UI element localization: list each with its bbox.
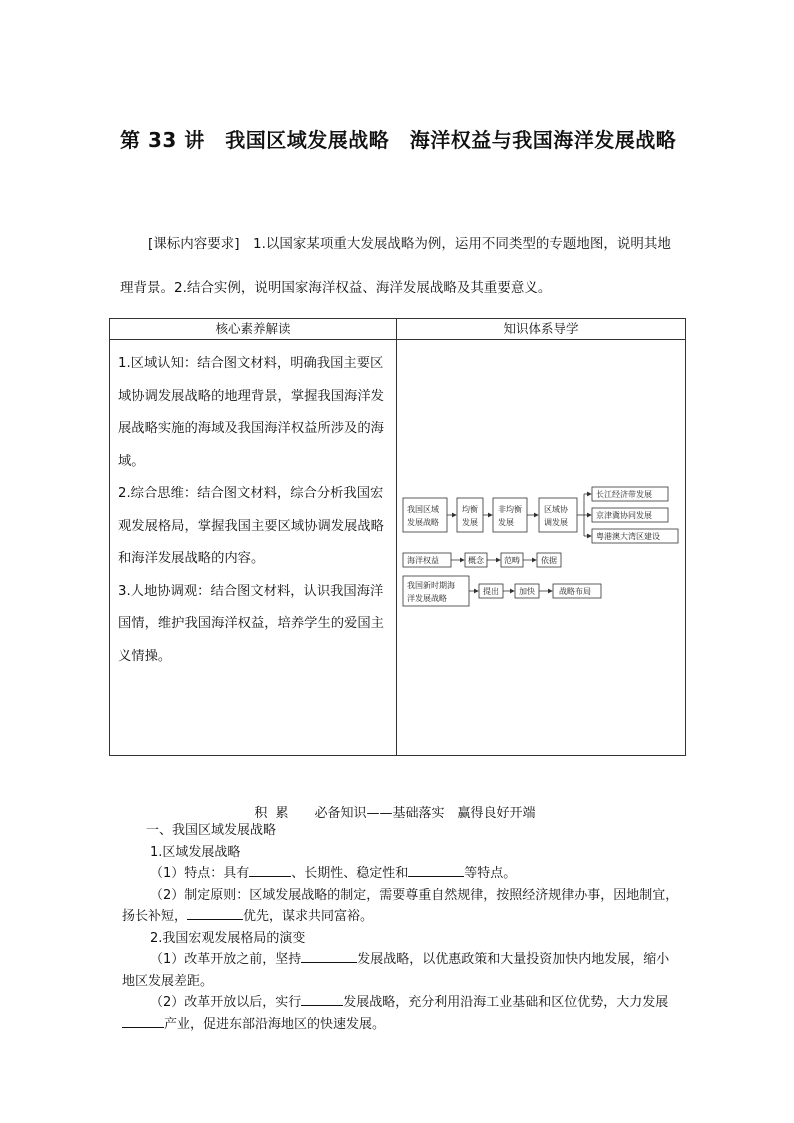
fill-blank[interactable] [301, 992, 343, 1006]
mm-text: 京津冀协同发展 [596, 511, 652, 520]
mm-text: 发展战略 [407, 518, 439, 527]
knowledge-mindmap [397, 340, 686, 756]
fill-blank[interactable] [187, 906, 243, 920]
mm-text: 发展 [498, 518, 514, 527]
mm-text: 我国新时期海 [407, 581, 455, 590]
mm-text: 均衡 [462, 505, 478, 514]
core-literacy-table [109, 318, 686, 756]
paragraph: （1）改革开放之前，坚持 发展战略，以优惠政策和大量投资加快内地发展，缩小地区发展差距。 [122, 949, 682, 992]
mm-text: 我国区域 [407, 505, 439, 514]
mm-text: 非均衡 [498, 505, 522, 514]
mm-text: 海洋权益 [407, 556, 439, 565]
fill-blank[interactable] [408, 863, 464, 877]
mm-text: 发展 [462, 518, 478, 527]
literacy-item: 3.人地协调观：结合图文材料，认识我国海洋国情，维护我国海洋权益，培养学生的爱国主义情操。 [118, 583, 384, 664]
fill-blank[interactable] [249, 863, 291, 877]
page-title: 第 33 讲 我国区域发展战略 海洋权益与我国海洋发展战略 [120, 128, 677, 152]
mm-text: 概念 [468, 556, 484, 565]
mm-text: 洋发展战略 [407, 594, 447, 603]
heading-1: 一、我国区域发展战略 [146, 823, 277, 838]
fill-blank[interactable] [301, 949, 357, 963]
paragraph: （2）制定原则：区域发展战略的制定，需要尊重自然规律，按照经济规律办事，因地制宜，扬长补短， 优先，谋求共同富裕。 [122, 887, 679, 924]
mm-text: 加快 [519, 587, 535, 596]
mm-text: 区域协 [544, 505, 568, 514]
mm-text: 提出 [483, 587, 499, 596]
mm-text: 依据 [541, 556, 557, 565]
curriculum-standards: [课标内容要求] 1.以国家某项重大发展战略为例，运用不同类型的专题地图，说明其地理背景。2.结合实例，说明国家海洋权益、海洋发展战略及其重要意义。 [120, 236, 671, 296]
mm-text: 范畴 [504, 556, 520, 565]
mm-text: 调发展 [544, 518, 568, 527]
table-header-knowledge: 知识体系导学 [397, 319, 686, 340]
paragraph: （1）特点：具有 、长期性、稳定性和 等特点。 [122, 863, 682, 885]
heading-2: 2.我国宏观发展格局的演变 [150, 930, 306, 946]
mm-text: 战略布局 [559, 587, 591, 596]
literacy-item: 2.综合思维：结合图文材料，综合分析我国宏观发展格局，掌握我国主要区域协调发展战略和海洋发展战略的内容。 [118, 486, 384, 566]
paragraph: （2）改革开放以后，实行 发展战略，充分利用沿海工业基础和区位优势，大力发展产业，促进东部沿海地区的快速发展。 [122, 992, 682, 1035]
fill-blank[interactable] [122, 1014, 164, 1028]
literacy-cell [110, 340, 397, 756]
knowledge-map-cell [397, 340, 686, 756]
body-text [122, 820, 682, 1035]
table-header-literacy: 核心素养解读 [110, 319, 397, 340]
heading-2: 1.区域发展战略 [150, 844, 241, 860]
mm-text: 长江经济带发展 [596, 490, 652, 499]
section-header: 积 累 必备知识——基础落实 赢得良好开端 [254, 806, 536, 821]
mm-text: 粤港澳大湾区建设 [596, 532, 660, 541]
literacy-item: 1.区域认知：结合图文材料，明确我国主要区域协调发展战略的地理背景，掌握我国海洋发展战略实施的海域及我国海洋权益所涉及的海域。 [118, 356, 384, 469]
